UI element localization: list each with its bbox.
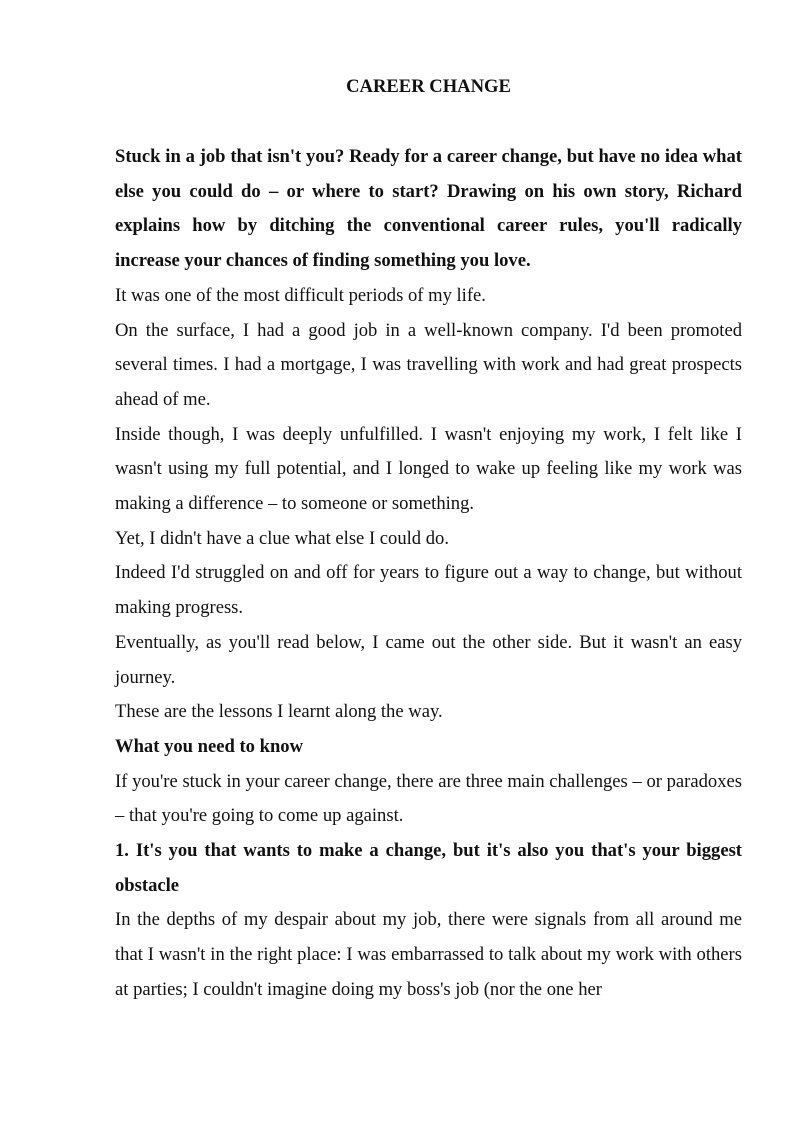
body-paragraph: It was one of the most difficult periods of my life.	[115, 284, 486, 306]
section-heading: What you need to know	[115, 735, 304, 757]
body-paragraph: Eventually, as you'll read below, I came out the other side. But it wasn't an easy journey.	[115, 631, 742, 688]
body-paragraph: On the surface, I had a good job in a well-known company. I'd been promoted several times. I had a mortgage, I was travelling with work and had great prospects ahead of me.	[115, 319, 742, 410]
section-paragraph: If you're stuck in your career change, there are three main challenges – or paradoxes – that you're going to come up against.	[115, 770, 742, 827]
point-paragraph: In the depths of my despair about my job, there were signals from all around me that I wasn't in the right place: I was embarrassed to talk about my work with others at parties; I couldn't imagine doing my boss's job (nor the one her	[115, 909, 742, 1000]
body-paragraph: Yet, I didn't have a clue what else I could do.	[115, 527, 449, 549]
point-heading: 1. It's you that wants to make a change, but it's also you that's your biggest obstacle	[115, 840, 742, 896]
intro-paragraph: Stuck in a job that isn't you? Ready for a career change, but have no idea what else you could do – or where to start? Drawing on his own story, Richard explains how by ditching the conventional career rules, you'll radically increase your chances of finding something you love.	[115, 146, 742, 272]
body-paragraph: Inside though, I was deeply unfulfilled. I wasn't enjoying my work, I felt like I wasn't using my full potential, and I longed to wake up feeling like my work was making a difference – to someone or something.	[115, 423, 742, 515]
document-content	[115, 70, 742, 1008]
body-paragraph: These are the lessons I learnt along the way.	[115, 701, 443, 723]
body-paragraph: Indeed I'd struggled on and off for years to figure out a way to change, but without making progress.	[115, 562, 742, 619]
document-title: CAREER CHANGE	[346, 76, 511, 97]
title-spacer	[115, 105, 742, 140]
